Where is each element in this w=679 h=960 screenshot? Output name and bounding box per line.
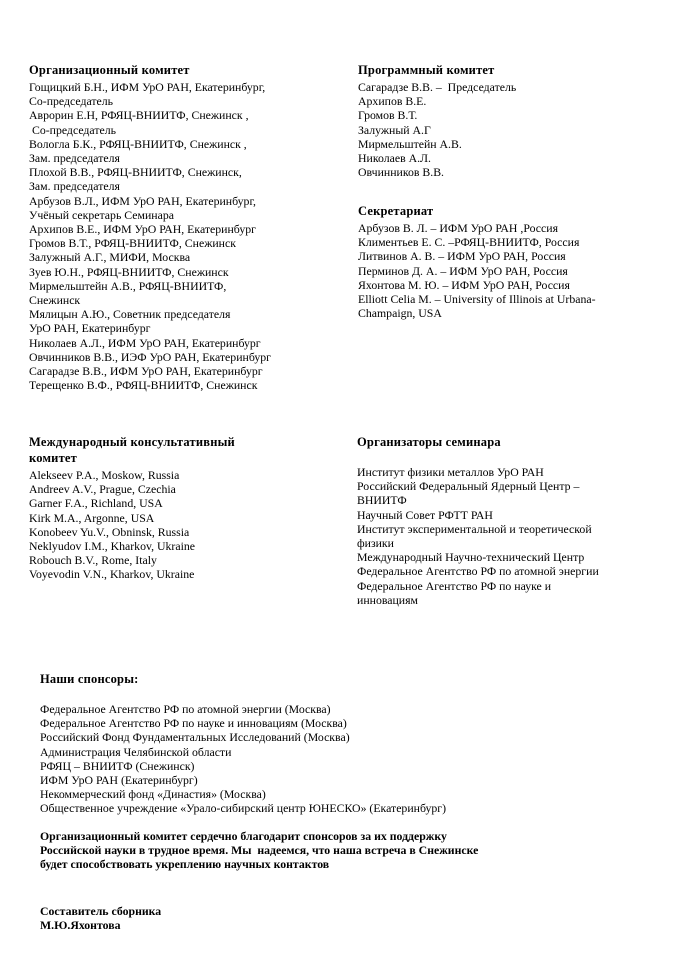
intl-committee-heading-line2: комитет [29,451,77,465]
sponsors-heading: Наши спонсоры: [40,672,139,686]
organizers-line: физики [357,536,394,551]
org-committee-heading: Организационный комитет [29,63,190,77]
organizers-heading: Организаторы семинара [357,435,501,449]
sponsors-line: Федеральное Агентство РФ по атомной энергии (Москва) [40,702,331,716]
sponsors-line: Некоммерческий фонд «Династия» (Москва) [40,787,266,802]
thanks-line: Российской науки в трудное время. Мы надеемся, что наша встреча в Снежинске [40,843,479,858]
secretariat-line: Champaign, USA [358,306,442,321]
org-committee-line: Громов В.Т., РФЯЦ-ВНИИТФ, Снежинск [29,236,236,251]
secretariat-list [358,221,663,320]
compiler-section [40,904,340,932]
organizers-list [357,465,662,607]
org-committee-section [29,62,349,392]
org-committee-line: Терещенко В.Ф., РФЯЦ-ВНИИТФ, Снежинск [29,378,258,393]
program-committee-list [358,80,658,179]
intl-committee-list [29,468,329,582]
org-committee-line: Овчинников В.В., ИЭФ УрО РАН, Екатеринбург [29,349,272,364]
thanks-paragraph [40,829,660,872]
org-committee-line: Николаев А.Л., ИФМ УрО РАН, Екатеринбург [29,335,261,350]
sponsors-line: ИФМ УрО РАН (Екатеринбург) [40,773,198,788]
intl-committee-line: Konobeev Yu.V., Obninsk, Russia [29,524,190,539]
org-committee-line: Мялицын А.Ю., Советник председателя [29,307,231,322]
intl-committee-line: Voyevodin V.N., Kharkov, Ukraine [29,567,195,582]
secretariat-line: Перминов Д. А. – ИФМ УрО РАН, Россия [358,263,568,278]
secretariat-line: Арбузов В. Л. – ИФМ УрО РАН ,Россия [358,221,559,235]
intl-committee-line: Robouch B.V., Rome, Italy [29,553,157,568]
secretariat-heading: Секретариат [358,204,434,218]
intl-committee-section [29,434,329,582]
org-committee-line: Со-председатель [29,94,114,109]
organizers-section [357,434,662,607]
org-committee-line: Зуев Ю.Н., РФЯЦ-ВНИИТФ, Снежинск [29,264,229,279]
sponsors-section [40,671,650,816]
org-committee-line: Снежинск [29,293,81,308]
org-committee-line: Арбузов В.Л., ИФМ УрО РАН, Екатеринбург, [29,193,256,208]
intl-committee-heading-line1: Международный консультативный [29,435,235,449]
intl-committee-line: Garner F.A., Richland, USA [29,496,163,511]
sponsors-line: Федеральное Агентство РФ по науке и инновациям (Москва) [40,716,347,731]
secretariat-line: Яхонтова М. Ю. – ИФМ УрО РАН, Россия [358,277,570,292]
org-committee-list [29,80,349,392]
program-committee-line: Николаев А.Л. [358,151,432,166]
org-committee-line: Вологла Б.К., РФЯЦ-ВНИИТФ, Снежинск , [29,136,247,151]
intl-committee-line: Alekseev P.A., Moskow, Russia [29,468,180,482]
program-committee-line: Сагарадзе В.В. – Председатель [358,80,517,94]
program-committee-line: Мирмельштейн А.В. [358,136,462,151]
program-committee-line: Громов В.Т. [358,108,418,123]
program-committee-heading: Программный комитет [358,63,495,77]
secretariat-line: Elliott Celia M. – University of Illinois at Urbana- [358,292,596,307]
thanks-line: Организационный комитет сердечно благодарит спонсоров за их поддержку [40,829,447,843]
secretariat-section [358,203,663,320]
org-committee-line: Аврорин Е.Н, РФЯЦ-ВНИИТФ, Снежинск , [29,108,249,123]
sponsors-line: РФЯЦ – ВНИИТФ (Снежинск) [40,758,195,773]
org-committee-line: Зам. председателя [29,179,120,194]
organizers-line: Научный Совет РФТТ РАН [357,507,493,522]
organizers-line: Федеральное Агентство РФ по науке и [357,578,552,593]
intl-committee-line: Kirk M.A., Argonne, USA [29,510,155,525]
sponsors-line: Администрация Челябинской области [40,744,232,759]
org-committee-line: Гощицкий Б.Н., ИФМ УрО РАН, Екатеринбург, [29,80,266,94]
org-committee-line: Залужный А.Г., МИФИ, Москва [29,250,191,265]
compiler-label: Составитель сборника [40,904,162,918]
org-committee-line: Учёный секретарь Семинара [29,207,174,222]
compiler-name: М.Ю.Яхонтова [40,918,121,933]
sponsors-line: Общественное учреждение «Урало-сибирский центр ЮНЕСКО» (Екатеринбург) [40,801,447,816]
intl-committee-line: Neklyudov I.M., Kharkov, Ukraine [29,539,195,554]
organizers-line: Федеральное Агентство РФ по атомной энергии [357,564,599,579]
organizers-line: Институт экспериментальной и теоретической [357,521,592,536]
org-committee-line: Зам. председателя [29,151,120,166]
organizers-line: Институт физики металлов УрО РАН [357,465,544,479]
sponsors-line: Российский Фонд Фундаментальных Исследований (Москва) [40,730,350,745]
thanks-line: будет способствовать укреплению научных контактов [40,857,330,872]
sponsors-list [40,702,650,816]
program-committee-line: Овчинников В.В. [358,165,445,180]
org-committee-line: Архипов В.Е., ИФМ УрО РАН, Екатеринбург [29,222,256,237]
secretariat-line: Климентьев Е. С. –РФЯЦ-ВНИИТФ, Россия [358,235,580,250]
organizers-line: Российский Федеральный Ядерный Центр – [357,479,580,494]
secretariat-line: Литвинов А. В. – ИФМ УрО РАН, Россия [358,249,566,264]
organizers-line: ВНИИТФ [357,493,407,508]
program-committee-line: Залужный А.Г [358,122,431,137]
intl-committee-line: Andreev A.V., Prague, Czechia [29,482,176,497]
organizers-line: инновациям [357,592,419,607]
program-committee-line: Архипов В.Е. [358,94,427,109]
org-committee-line: Со-председатель [29,122,116,137]
org-committee-line: Мирмельштейн А.В., РФЯЦ-ВНИИТФ, [29,278,227,293]
organizers-line: Международный Научно-технический Центр [357,550,585,565]
org-committee-line: Сагарадзе В.В., ИФМ УрО РАН, Екатеринбург [29,364,263,379]
org-committee-line: УрО РАН, Екатеринбург [29,321,151,336]
org-committee-line: Плохой В.В., РФЯЦ-ВНИИТФ, Снежинск, [29,165,242,180]
program-committee-section [358,62,658,179]
